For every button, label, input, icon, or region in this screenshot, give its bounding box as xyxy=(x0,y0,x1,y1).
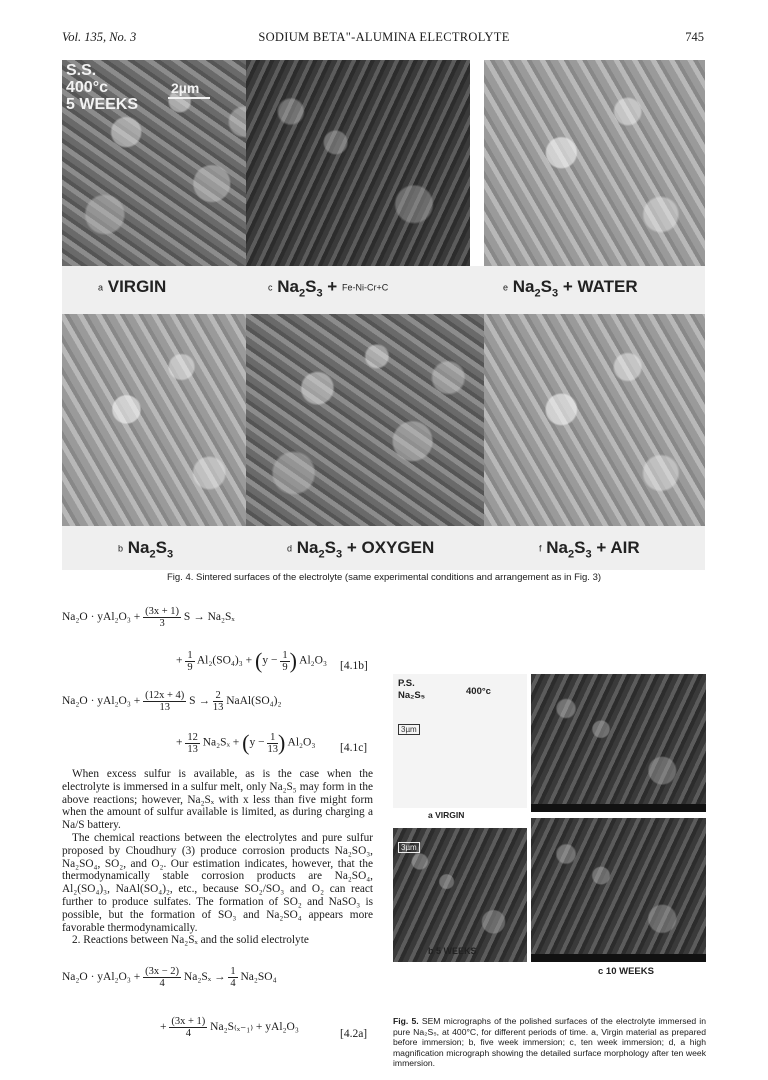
equation-4-1b: + $\frac{1}{9}$ Al₂(SO₄)₃ + (y − $\frac{1}{9}$ ) Al₂O₃ xyxy=(176,648,327,673)
fig5-electrolyte-label: Na₂S₅ xyxy=(398,690,426,701)
fig4-scale-label: 2µm xyxy=(171,80,200,96)
equation-tag-4-1b: [4.1b] xyxy=(340,660,368,672)
fig5-label-c: c 10 WEEKS xyxy=(598,966,654,977)
equation-4-1a: Na₂O · yAl₂O₃ + $\frac{(3x + 1)}{3}$ S → Na₂Sₓ xyxy=(62,606,235,629)
fig4-scale-bar xyxy=(168,97,210,99)
running-title: SODIUM BETA"-ALUMINA ELECTROLYTE xyxy=(258,30,510,44)
fig4-label-f: f $Na_2S_3$ + AIR xyxy=(539,538,640,561)
fig4-condition-overlay: S.S. 400°c 5 WEEKS xyxy=(66,62,139,113)
fig4-label-a: a VIRGIN xyxy=(98,277,167,296)
equation-4-1c: + $\frac{12}{13}$ Na₂Sₓ + (y − $\frac{1}{13}$ ) Al₂O₃ xyxy=(176,730,316,755)
paragraph-excess-sulfur: When excess sulfur is available, as is the case when the electrolyte is immersed in a sulfur melt, only Na₂S₅ may form in the above reactions; however, Na₂Sₓ with x less than five might form when the amount of sulfur available is limited, as during charging a Na/S battery. xyxy=(62,768,373,832)
fig4-label-d: d $Na_2S_3$ + OXYGEN xyxy=(287,538,435,561)
fig4-panel-f-image xyxy=(484,314,705,526)
fig5-panel-c-image xyxy=(531,674,706,812)
equation-tag-4-2a: [4.2a] xyxy=(340,1028,368,1040)
fig4-caption: Fig. 4. Sintered surfaces of the electrolyte (same experimental conditions and arrangement as in Fig. 3) xyxy=(166,572,602,583)
body-text xyxy=(62,768,373,947)
fig5-scale-b: 3µm xyxy=(398,842,420,853)
journal-volume: Vol. 135, No. 3 xyxy=(62,30,137,44)
fig4-label-b: b $Na_2S_3$ xyxy=(118,538,174,561)
fig5-label-a: a VIRGIN xyxy=(428,810,465,820)
fig4-panel-e-image xyxy=(484,60,705,266)
fig5-panel-d-image xyxy=(531,818,706,962)
fig5-caption: Fig. 5. SEM micrographs of the polished surfaces of the electrolyte immersed in pure Na₂S₅, at 400°C, for different periods of time. a, Virgin material as prepared before immersion; b, five week immersion; c, ten week immersion; d, a high magnification micrograph showing the detailed surface morphology after ten week immersion. xyxy=(393,1016,706,1068)
equation-tag-4-1c: [4.1c] xyxy=(340,742,368,754)
fig4-panel-c-image xyxy=(246,60,470,266)
fig5-databar-d xyxy=(531,954,706,962)
section-heading-reactions: 2. Reactions between Na₂Sₓ and the solid electrolyte xyxy=(72,934,309,947)
equation-4-2a: + $\frac{(3x + 1)}{4}$ Na₂S₍ₓ₋₁₎ + yAl₂O₃ xyxy=(160,1016,299,1039)
fig4-panel-d-image xyxy=(246,314,484,526)
fig5-label-b: b 5 WEEKS xyxy=(428,946,477,956)
equation-4-1c-line1: Na₂O · yAl₂O₃ + $\frac{(12x + 4)}{13}$ S → $\frac{2}{13}$ NaAl(SO₄)₂ xyxy=(62,690,282,713)
fig5-specimen-label: P.S. xyxy=(398,678,415,689)
fig5-temperature-label: 400°c xyxy=(466,686,491,697)
fig4-label-e: e $Na_2S_3$ + WATER xyxy=(503,277,638,300)
paragraph-chemical-reactions: The chemical reactions between the electrolytes and pure sulfur proposed by Choudhury (3) produce corrosion products Na₂SO₃, Na₂SO₄, SO₂, and O₂. Our estimation indicates, however, that the thermodynamically stable corrosion products are Na₂SO₄, Al₂(SO₄)₃, NaAl(SO₄)₂, etc., because SO₂/SO₃ and O₂ can react further to produce sulfates. The formation of SO₂ and NaSO₃ is possible, but the formation of SO₃ and Na₂SO₄ appears more favorable thermodynamically. xyxy=(62,831,373,934)
fig4-label-c: c $Na_2S_3 + Fe-Ni-Cr+C$ xyxy=(268,277,389,300)
fig5-scale-a: 3µm xyxy=(398,724,420,735)
fig5-databar-c xyxy=(531,804,706,812)
fig4-panel-b-image xyxy=(62,314,246,526)
page-number: 745 xyxy=(685,30,704,44)
equation-4-2a-line1: Na₂O · yAl₂O₃ + $\frac{(3x - 2)}{4}$ Na₂Sₓ → $\frac{1}{4}$ Na₂SO₄ xyxy=(62,966,277,989)
